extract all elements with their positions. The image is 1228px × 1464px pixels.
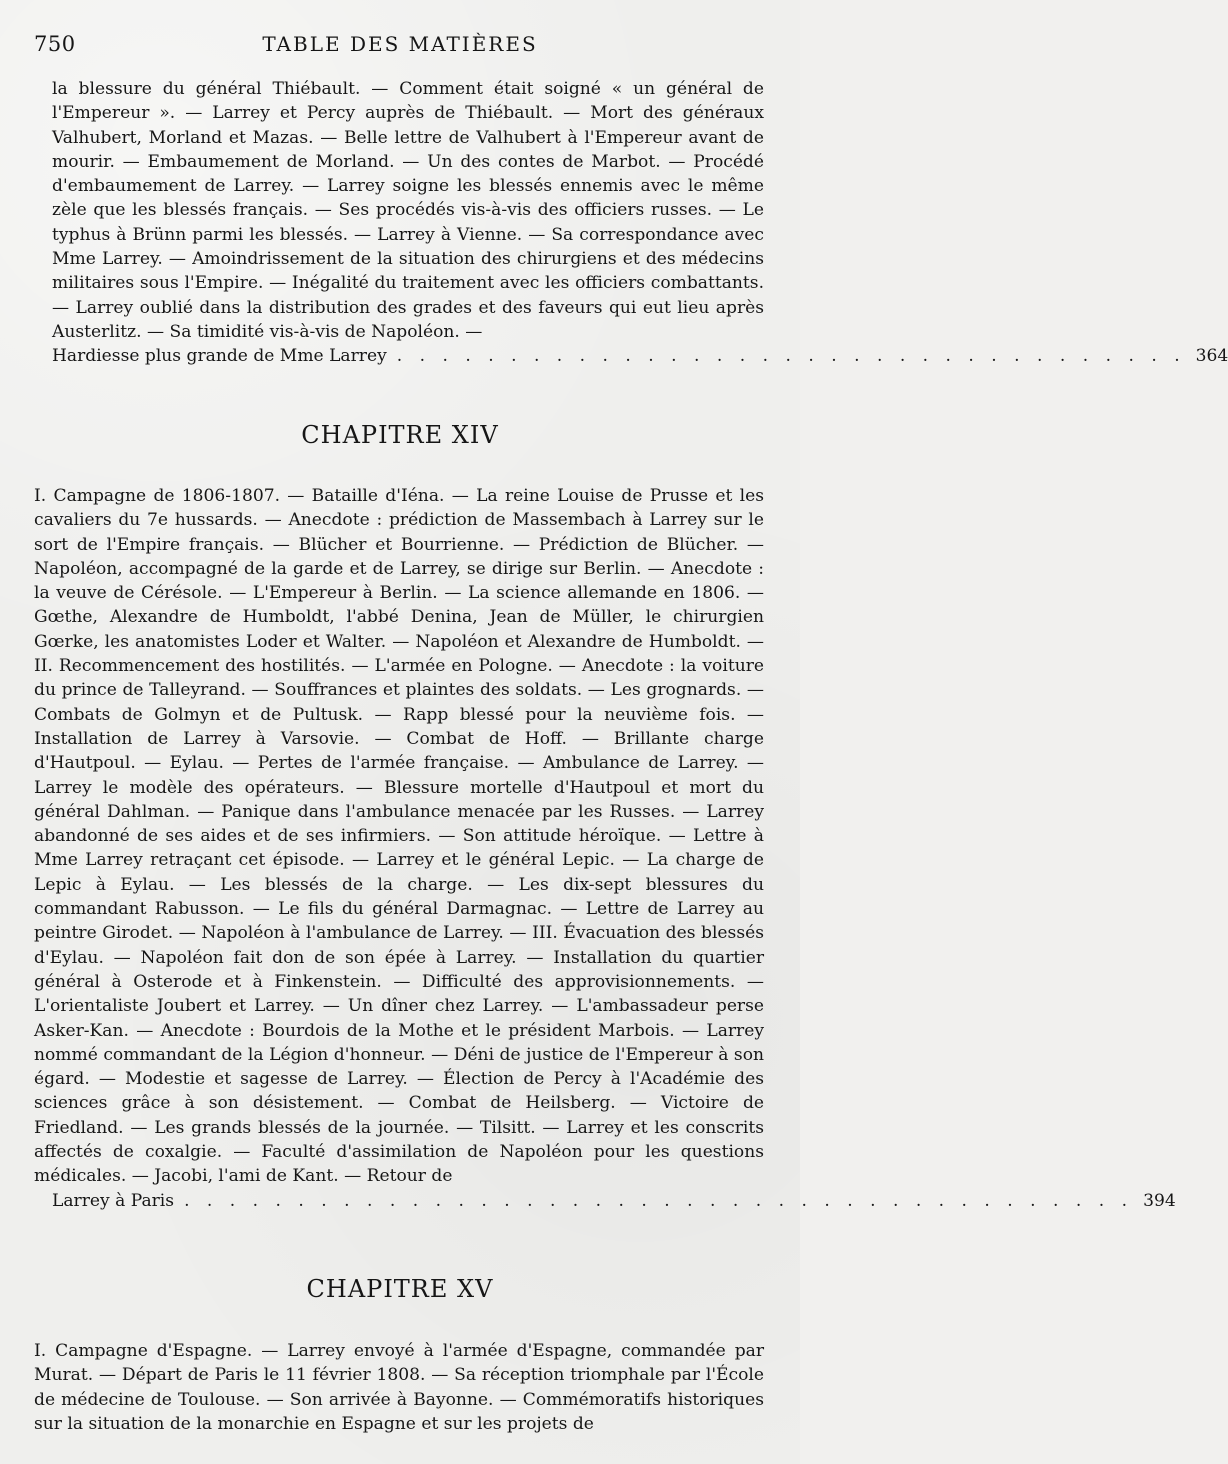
- toc-entry-body: Campagne d'Espagne. — Larrey envoyé à l'armée d'Espagne, commandée par Murat. — Départ de Paris le 11 février 1808. — Sa réception triomphale par l'École de médecine de Toulouse. — Son arrivée à Bayonne. — Commémoratifs historiques sur la situation de la monarchie en Espagne et sur les projets de: [34, 1341, 764, 1434]
- page-header: [0, 30, 800, 60]
- toc-entry-text: [34, 1339, 764, 1436]
- toc-entry-chapter-xv: [34, 1339, 764, 1436]
- toc-entry-chapter-xiv: [34, 484, 1176, 1213]
- toc-entry-previous-chapter: [52, 77, 1228, 369]
- chapter-title-xv: CHAPITRE XV: [306, 1275, 494, 1303]
- dot-leader: . . . . . . . . . . . . . . . . . . . . . . . . . . . . . . . . . . .: [396, 346, 1186, 367]
- page-number: 750: [34, 32, 76, 56]
- toc-entry-body: Campagne de 1806-1807. — Bataille d'Iéna. — La reine Louise de Prusse et les cavaliers du 7e hussards. — Anecdote : prédiction de Massembach à Larrey sur le sort de l'Empire français. — Blücher et Bourrienne. — Prédiction de Blücher. — Napoléon, accompagné de la garde et de Larrey, se dirige sur Berlin. — Anecdote : la veuve de Cérésole. — L'Empereur à Berlin. — La science allemande en 1806. — Gœthe, Alexandre de Humboldt, l'abbé Denina, Jean de Müller, le chirurgien Gœrke, les anatomistes Loder et Walter. — Napoléon et Alexandre de Humboldt. — II. Recommencement des hostilités. — L'armée en Pologne. — Anecdote : la voiture du prince de Talleyrand. — Souffrances et plaintes des soldats. — Les grognards. — Combats de Golmyn et de Pultusk. — Rapp blessé pour la neuvième fois. — Installation de Larrey à Varsovie. — Combat de Hoff. — Brillante charge d'Hautpoul. — Eylau. — Pertes de l'armée française. — Ambulance de Larrey. — Larrey le modèle des opérateurs. — Blessure mortelle d'Hautpoul et mort du général Dahlman. — Panique dans l'ambulance menacée par les Russes. — Larrey abandonné de ses aides et de ses infirmiers. — Son attitude héroïque. — Lettre à Mme Larrey retraçant cet épisode. — Larrey et le général Lepic. — La charge de Lepic à Eylau. — Les blessés de la charge. — Les dix-sept blessures du commandant Rabusson. — Le fils du général Darmagnac. — Lettre de Larrey au peintre Girodet. — Napoléon à l'ambulance de Larrey. — III. Évacuation des blessés d'Eylau. — Napoléon fait don de son épée à Larrey. — Installation du quartier général à Osterode et à Finkenstein. — Difficulté des approvisionnements. — L'orientaliste Joubert et Larrey. — Un dîner chez Larrey. — L'ambassadeur perse Asker-Kan. — Anecdote : Bourdois de la Mothe et le président Marbois. — Larrey nommé commandant de la Légion d'honneur. — Déni de justice de l'Empereur à son égard. — Modestie et sagesse de Larrey. — Élection de Percy à l'Académie des sciences grâce à son désistement. — Combat de Heilsberg. — Victoire de Friedland. — Les grands blessés de la journée. — Tilsitt. — Larrey et les conscrits affectés de coxalgie. — Faculté d'assimilation de Napoléon pour les questions médicales. — Jacobi, l'ami de Kant. — Retour de: [34, 486, 765, 1187]
- section-number: I.: [34, 1341, 47, 1361]
- toc-entry-last-text: Larrey à Paris: [52, 1190, 175, 1211]
- page-reference: 364: [1195, 346, 1228, 367]
- toc-entry-text: [34, 484, 764, 1189]
- chapter-title-xiv: CHAPITRE XIV: [301, 421, 499, 449]
- toc-entry-text: la blessure du général Thiébault. — Comment était soigné « un général de l'Empereur ». — Larrey et Percy auprès de Thiébault. — Mort des généraux Valhubert, Morland et Mazas. — Belle lettre de Valhubert à l'Empereur avant de mourir. — Embaumement de Morland. — Un des contes de Marbot. — Procédé d'embaumement de Larrey. — Larrey soigne les blessés ennemis avec le même zèle que les blessés français. — Ses procédés vis-à-vis des officiers russes. — Le typhus à Brünn parmi les blessés. — Larrey à Vienne. — Sa correspondance avec Mme Larrey. — Amoindrissement de la situation des chirurgiens et des médecins militaires sous l'Empire. — Inégalité du traitement avec les officiers combattants. — Larrey oublié dans la distribution des grades et des faveurs qui eut lieu après Austerlitz. — Sa timidité vis-à-vis de Napoléon. —: [52, 79, 764, 342]
- toc-entry-last-line: [52, 344, 1228, 368]
- toc-entry-last-line: [34, 1189, 1176, 1213]
- toc-entry-last-text: Hardiesse plus grande de Mme Larrey: [52, 346, 387, 367]
- running-title: TABLE DES MATIÈRES: [262, 32, 538, 56]
- page-reference: 394: [1143, 1190, 1176, 1211]
- dot-leader: . . . . . . . . . . . . . . . . . . . . . . . . . . . . . . . . . . . . . . . . . .: [184, 1190, 1134, 1211]
- section-number: I.: [34, 486, 47, 506]
